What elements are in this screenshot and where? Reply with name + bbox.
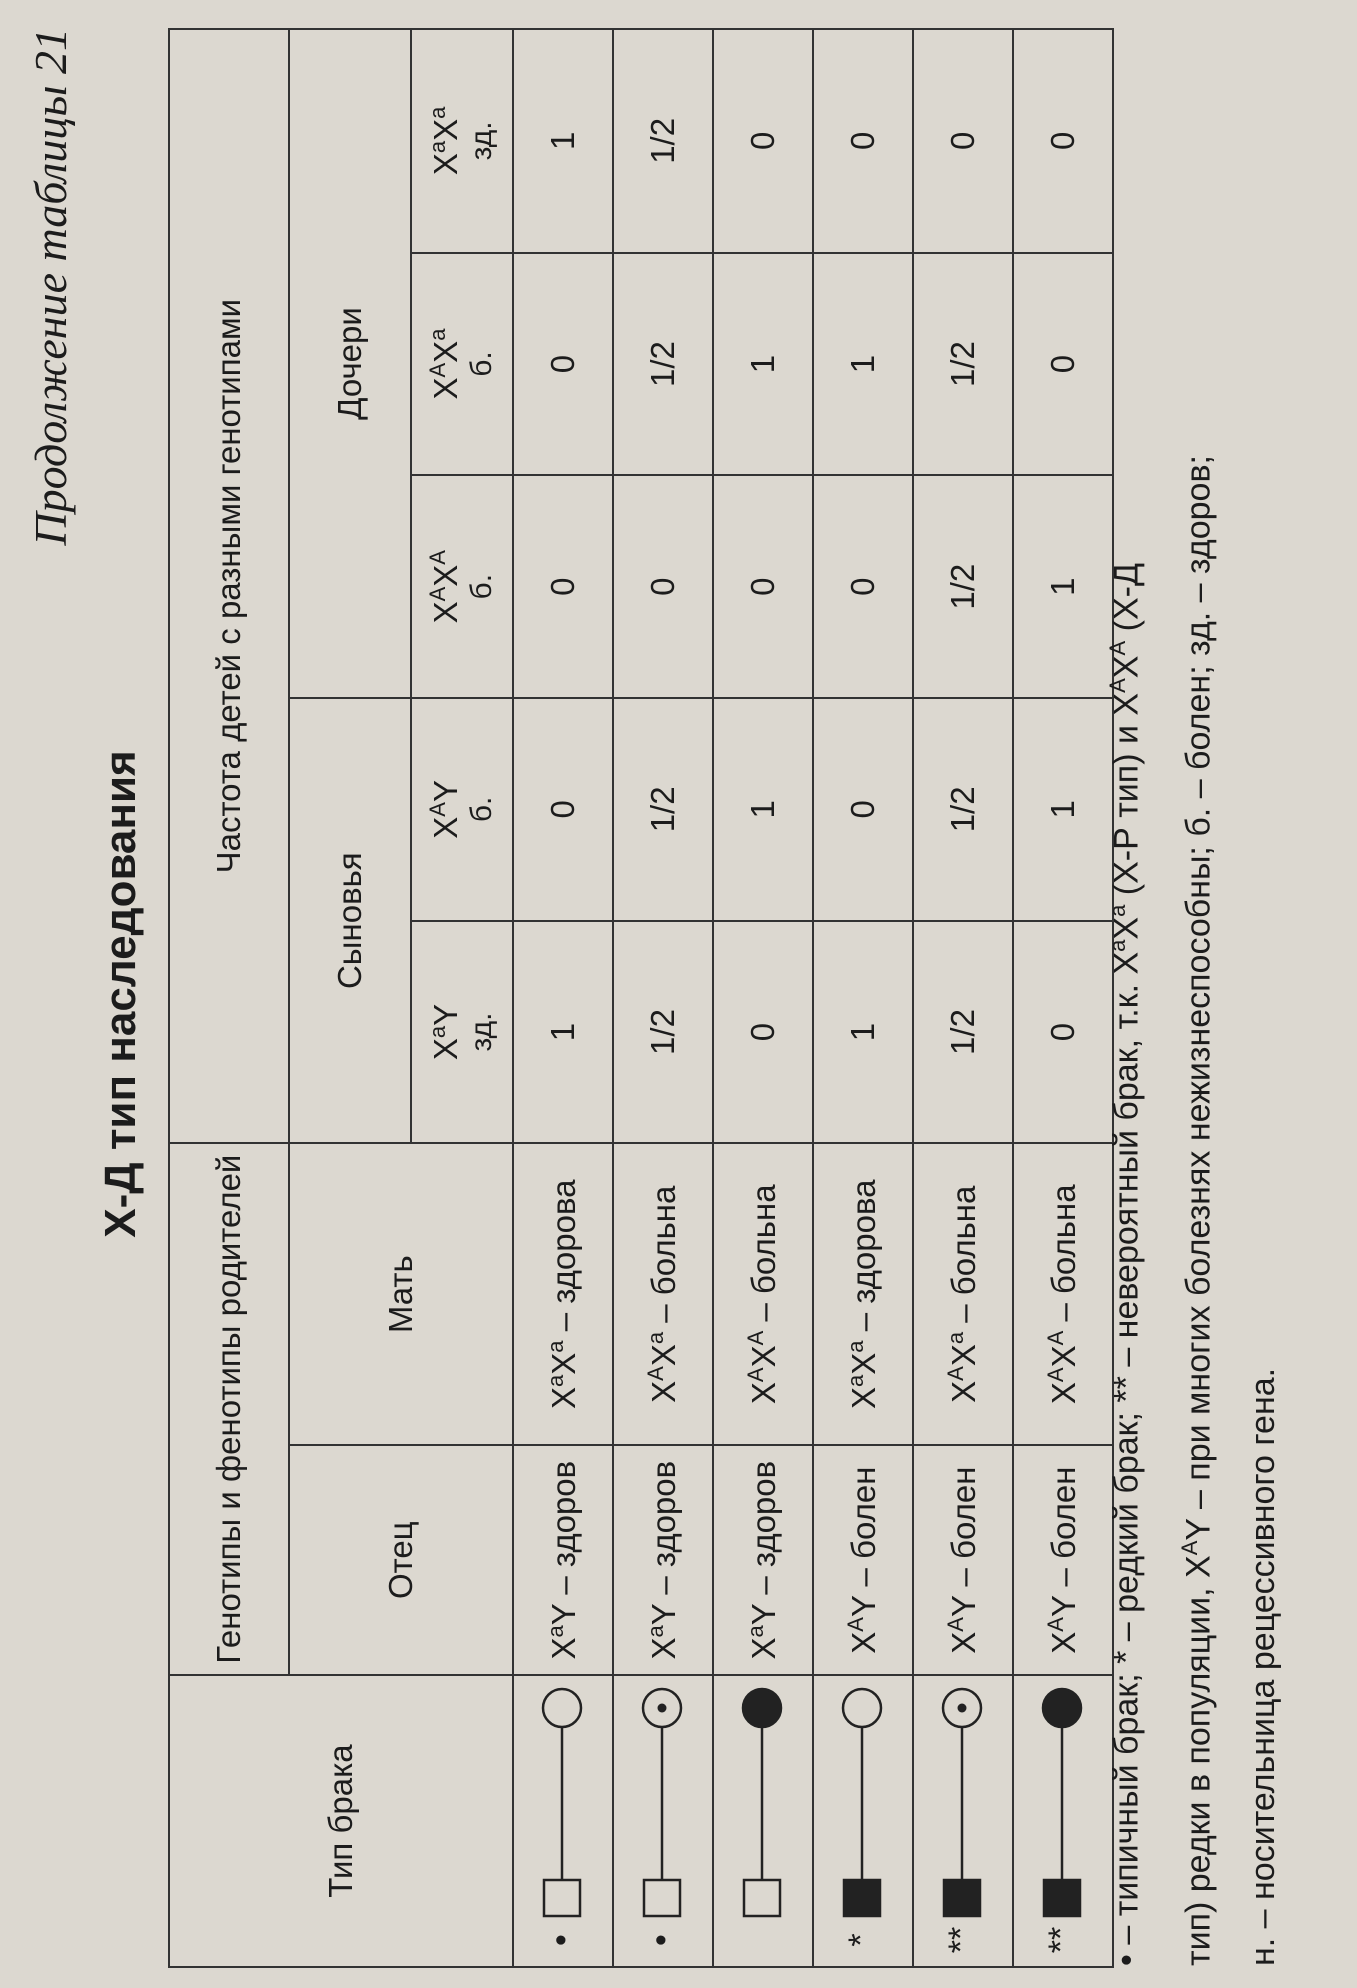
frequency-cell: 1: [713, 253, 813, 476]
child-status: б.: [465, 573, 498, 600]
col-mother: Мать: [289, 1143, 513, 1445]
table-caption: Продолжение таблицы 21: [25, 28, 76, 546]
frequency-cell: 1/2: [613, 921, 713, 1144]
carrier-dot-icon: [658, 1704, 667, 1713]
frequency-cell: 0: [1013, 253, 1113, 476]
frequency-cell: 0: [713, 475, 813, 698]
frequency-cell: 0: [513, 698, 613, 921]
table-row: [813, 29, 913, 1967]
father-genotype-cell: $X^aY$ – здоров: [713, 1445, 813, 1675]
pedigree-symbol: [738, 1684, 788, 1920]
col-frequency: Частота детей с разными генотипами: [169, 29, 289, 1143]
child-status: б.: [465, 351, 498, 377]
frequency-cell: 1: [1013, 475, 1113, 698]
healthy-female-icon: [843, 1689, 881, 1727]
table-row: [613, 29, 713, 1967]
frequency-cell: 0: [513, 475, 613, 698]
marriage-type-cell: [913, 1675, 1013, 1967]
affected-female-icon: [1043, 1689, 1081, 1727]
frequency-cell: 1/2: [913, 475, 1013, 698]
frequency-cell: 0: [1013, 29, 1113, 253]
child-genotype: $X^AY$: [425, 780, 464, 839]
table-row: [913, 29, 1013, 1967]
col-child-genotype: [411, 698, 513, 921]
father-genotype-cell: $X^aY$ – здоров: [513, 1445, 613, 1675]
mother-genotype-cell: $X^aX^a$ – здорова: [813, 1143, 913, 1445]
child-genotype: $X^AX^A$: [425, 550, 464, 624]
frequency-cell: 0: [813, 29, 913, 253]
frequency-cell: 0: [813, 698, 913, 921]
affected-male-icon: [1044, 1880, 1080, 1916]
healthy-male-icon: [744, 1880, 780, 1916]
frequency-cell: 0: [713, 921, 813, 1144]
frequency-cell: 1: [1013, 698, 1113, 921]
child-genotype: $X^aY$: [425, 1003, 464, 1061]
frequency-cell: 1/2: [913, 253, 1013, 476]
note-line: тип) редки в популяции, $X^AY$ – при многих болезнях нежизнеспособны; б. – болен; зд. – здоров;: [1177, 455, 1218, 1966]
col-genotypes: Генотипы и фенотипы родителей: [169, 1143, 289, 1675]
frequency-cell: 0: [813, 475, 913, 698]
pedigree-symbol: [838, 1684, 888, 1920]
table-notes: [1086, 26, 1295, 1966]
frequency-cell: 0: [913, 29, 1013, 253]
frequency-cell: 1/2: [913, 698, 1013, 921]
frequency-cell: 0: [1013, 921, 1113, 1144]
marriage-frequency-mark: **: [941, 1926, 980, 1954]
mother-genotype-cell: $X^AX^a$ – больна: [613, 1143, 713, 1445]
child-genotype: $X^aX^a$: [425, 106, 464, 176]
frequency-cell: 1: [513, 921, 613, 1144]
marriage-frequency-mark: •: [541, 1934, 580, 1946]
healthy-male-icon: [644, 1880, 680, 1916]
healthy-male-icon: [544, 1880, 580, 1916]
affected-male-icon: [844, 1880, 880, 1916]
father-genotype-cell: $X^AY$ – болен: [913, 1445, 1013, 1675]
healthy-female-icon: [543, 1689, 581, 1727]
marriage-type-cell: [613, 1675, 713, 1967]
marriage-type-cell: [713, 1675, 813, 1967]
mother-genotype-cell: $X^AX^A$ – больна: [713, 1143, 813, 1445]
col-type: Тип брака: [169, 1675, 513, 1967]
col-child-genotype: [411, 475, 513, 698]
col-child-genotype: [411, 253, 513, 476]
marriage-frequency-mark: *: [841, 1933, 880, 1947]
frequency-cell: 0: [613, 475, 713, 698]
table-title: Х-Д тип наследования: [96, 750, 145, 1238]
frequency-cell: 1: [713, 698, 813, 921]
frequency-cell: 1: [513, 29, 613, 253]
mother-genotype-cell: $X^aX^a$ – здорова: [513, 1143, 613, 1445]
affected-female-icon: [743, 1689, 781, 1727]
mother-genotype-cell: $X^AX^A$ – больна: [1013, 1143, 1113, 1445]
father-genotype-cell: $X^AY$ – болен: [813, 1445, 913, 1675]
frequency-cell: 0: [513, 253, 613, 476]
father-genotype-cell: $X^AY$ – болен: [1013, 1445, 1113, 1675]
marriage-frequency-mark: •: [641, 1934, 680, 1946]
frequency-cell: 1: [813, 921, 913, 1144]
affected-male-icon: [944, 1880, 980, 1916]
frequency-cell: 1/2: [613, 29, 713, 253]
marriage-type-cell: [813, 1675, 913, 1967]
child-status: зд.: [465, 121, 498, 161]
frequency-cell: 1/2: [913, 921, 1013, 1144]
note-line: н. – носительница рецессивного гена.: [1243, 1367, 1282, 1966]
frequency-cell: 0: [713, 29, 813, 253]
carrier-dot-icon: [958, 1704, 967, 1713]
mother-genotype-cell: $X^AX^a$ – больна: [913, 1143, 1013, 1445]
marriage-type-cell: [513, 1675, 613, 1967]
pedigree-symbol: [938, 1684, 988, 1920]
marriage-frequency-mark: **: [1041, 1926, 1080, 1954]
frequency-cell: 1: [813, 253, 913, 476]
frequency-cell: 1/2: [613, 253, 713, 476]
pedigree-symbol: [538, 1684, 588, 1920]
father-genotype-cell: $X^aY$ – здоров: [613, 1445, 713, 1675]
col-sons: Сыновья: [289, 698, 411, 1143]
table-row: [513, 29, 613, 1967]
inheritance-table: [168, 28, 1114, 1968]
col-child-genotype: [411, 29, 513, 253]
table-row: [713, 29, 813, 1967]
child-status: б.: [465, 796, 498, 823]
child-status: зд.: [465, 1012, 498, 1052]
col-daughters: Дочери: [289, 29, 411, 698]
pedigree-symbol: [1038, 1684, 1088, 1920]
col-father: Отец: [289, 1445, 513, 1675]
pedigree-symbol: [638, 1684, 688, 1920]
col-child-genotype: [411, 921, 513, 1144]
frequency-cell: 1/2: [613, 698, 713, 921]
child-genotype: $X^AX^a$: [425, 328, 464, 400]
note-line: • – типичный брак; * – редкий брак; ** – невероятный брак, т.к. $X^aX^a$ (Х-Р тип) и $X^AX^A$ (Х-Д: [1105, 563, 1146, 1966]
